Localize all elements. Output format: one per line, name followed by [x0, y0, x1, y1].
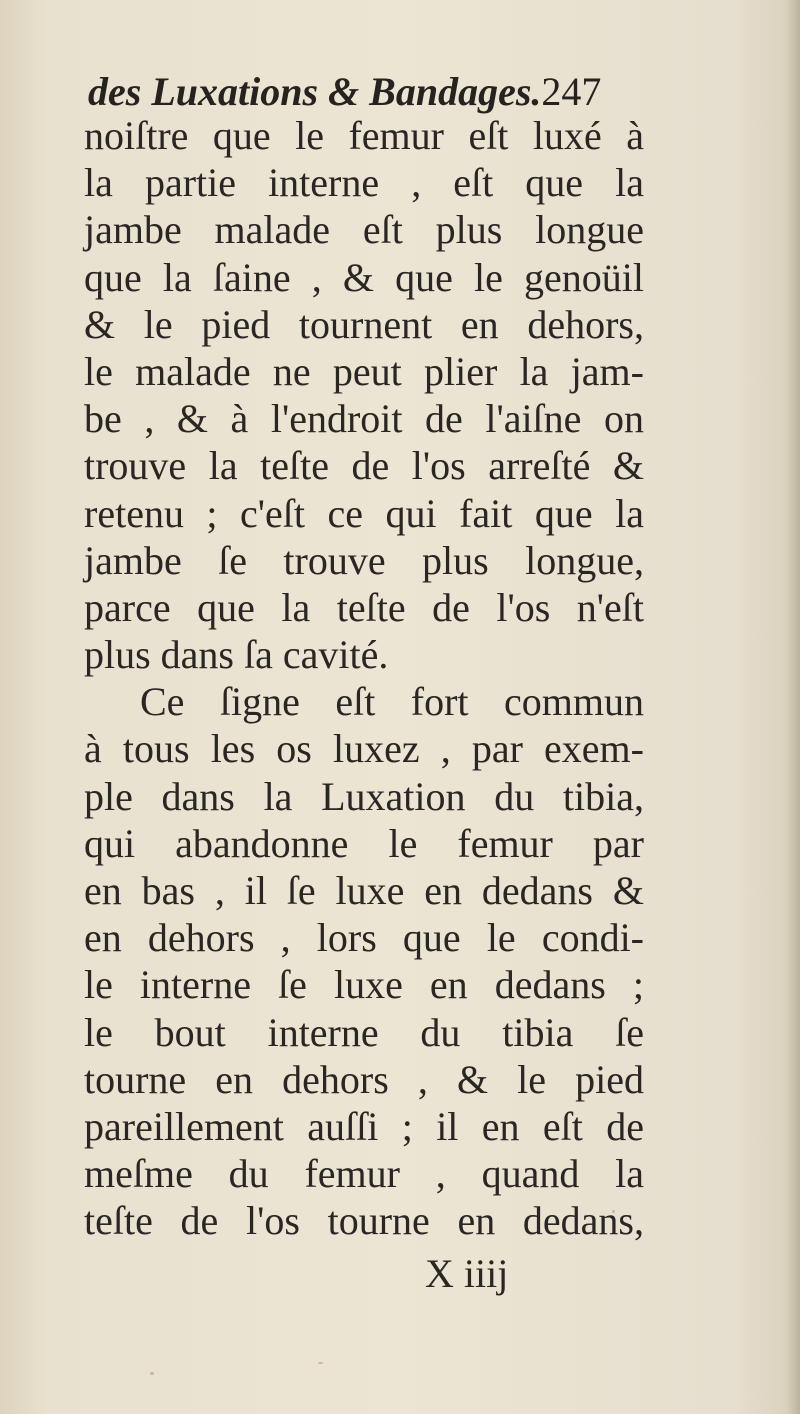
- paper-speck: [318, 1362, 323, 1364]
- page-edge-shadow: [786, 0, 800, 1414]
- text-line: à tous les os luxez , par exem-: [84, 726, 644, 772]
- text-line: en dehors , lors que le condi-: [84, 915, 644, 961]
- text-line: que la ſaine , & que le genoüil: [84, 254, 644, 300]
- text-line: noiſtre que le femur eſt luxé à: [84, 113, 644, 158]
- text-line: teſte de l'os tourne en dedans,: [84, 1198, 644, 1244]
- text-line: retenu ; c'eſt ce qui fait que la: [84, 490, 644, 536]
- text-line: pareillement auſſi ; il en eſt de: [84, 1103, 644, 1149]
- text-line: be , & à l'endroit de l'aiſne on: [84, 396, 644, 442]
- body-text: [84, 112, 644, 1245]
- text-line: le bout interne du tibia ſe: [84, 1009, 644, 1055]
- text-line: parce que la teſte de l'os n'eſt: [84, 584, 644, 630]
- paragraph-end-line: plus dans ſa cavité.: [84, 632, 389, 678]
- text-line: jambe ſe trouve plus longue,: [84, 537, 644, 583]
- text-line: qui abandonne le femur par: [84, 820, 644, 866]
- text-line: meſme du femur , quand la: [84, 1151, 644, 1197]
- text-line: le interne ſe luxe en dedans ;: [84, 962, 644, 1008]
- paper-speck: [612, 1210, 615, 1213]
- paragraph-start-line: Ce ſigne eſt fort commun: [140, 679, 644, 725]
- text-line: en bas , il ſe luxe en dedans &: [84, 868, 644, 913]
- text-line: le malade ne peut plier la jam-: [84, 348, 644, 394]
- paper-speck: [150, 1372, 154, 1375]
- text-line: ple dans la Luxation du tibia,: [84, 773, 644, 819]
- text-line: trouve la teſte de l'os arreſté &: [84, 443, 644, 489]
- running-head-title: des Luxations & Bandages.: [88, 69, 542, 114]
- text-line: jambe malade eſt plus longue: [84, 207, 644, 253]
- text-line: tourne en dehors , & le pied: [84, 1056, 644, 1102]
- text-line: & le pied tournent en dehors,: [84, 301, 644, 347]
- page-number: 247: [541, 69, 602, 114]
- text-line: la partie interne , eſt que la: [84, 160, 644, 206]
- signature-mark: X iiij: [425, 1251, 509, 1296]
